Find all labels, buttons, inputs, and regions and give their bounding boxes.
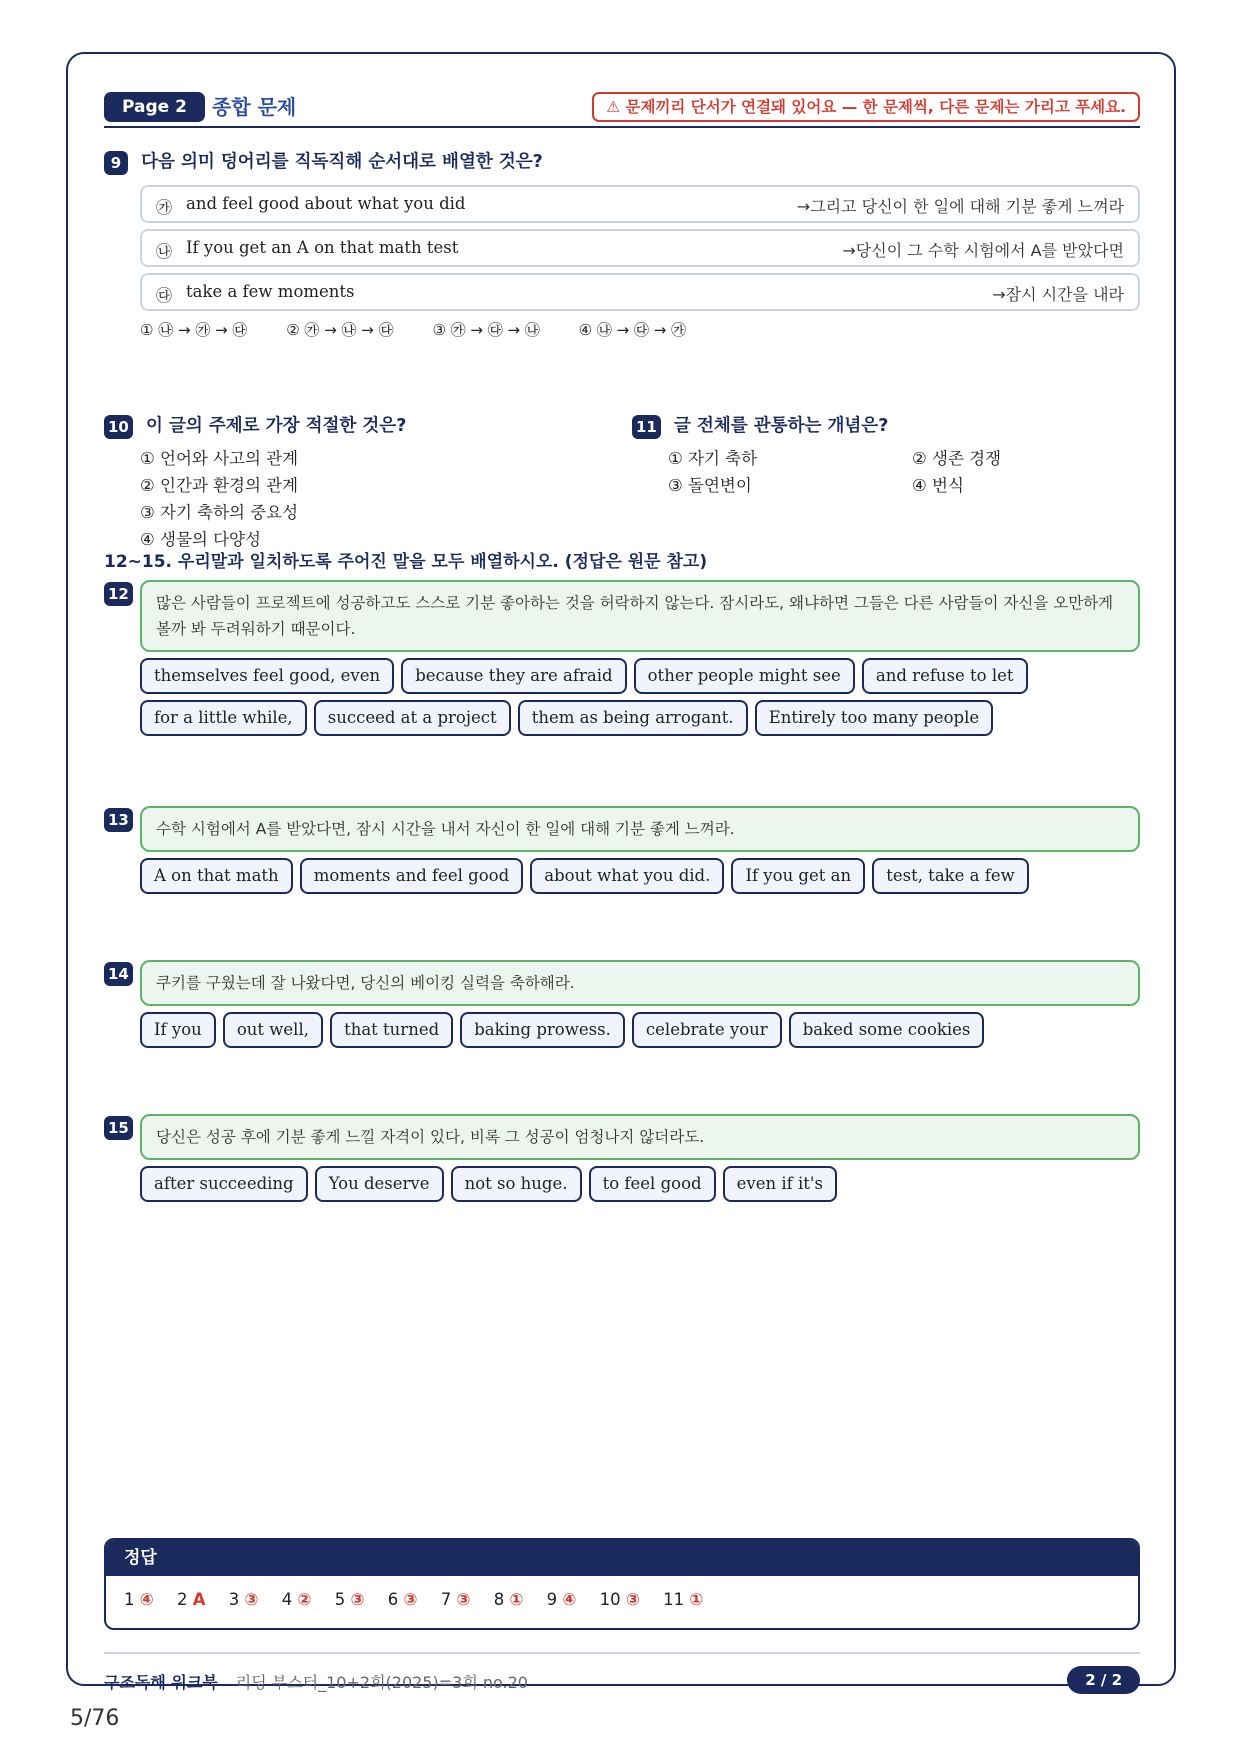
word-tile[interactable]: succeed at a project [314,700,511,736]
answer-options [140,319,1140,340]
answer-item: 5 ③ [334,1590,365,1609]
word-tile[interactable]: You deserve [315,1166,444,1202]
option[interactable]: ③ 자기 축하의 중요성 [140,502,299,522]
page-header [104,92,1140,128]
warning-banner: ⚠ 문제끼리 단서가 연결돼 있어요 — 한 문제씩, 다른 문제는 가리고 푸세요. [592,92,1140,122]
footer-title [104,1670,528,1693]
korean-prompt: 당신은 성공 후에 기분 좋게 느낄 자격이 있다, 비록 그 성공이 엄청나지 않더라도. [140,1114,1140,1160]
word-tile[interactable]: for a little while, [140,700,307,736]
question-number: 10 [104,415,133,439]
chunk-row [140,273,1140,311]
chunk-english: If you get an A on that math test [186,237,459,257]
answer-item: 11 ① [663,1590,704,1609]
word-tile[interactable]: Entirely too many people [755,700,993,736]
word-tile[interactable]: other people might see [634,658,855,694]
chunk-mark: ㉯ [156,241,173,261]
option[interactable]: ① 자기 축하 [668,448,758,468]
question-number: 9 [104,151,128,175]
question-number: 11 [632,415,661,439]
option[interactable]: ② 생존 경쟁 [912,448,1002,468]
word-tile[interactable]: If you [140,1012,216,1048]
word-tile[interactable]: celebrate your [632,1012,782,1048]
document-page-counter: 5/76 [70,1706,120,1731]
word-tile[interactable]: A on that math [140,858,293,894]
question-10 [104,412,604,553]
question-number: 13 [104,808,133,832]
korean-prompt: 쿠키를 구웠는데 잘 나왔다면, 당신의 베이킹 실력을 축하해라. [140,960,1140,1006]
word-tile[interactable]: moments and feel good [300,858,523,894]
korean-prompt: 많은 사람들이 프로젝트에 성공하고도 스스로 기분 좋아하는 것을 허락하지 않는다. 잠시라도, 왜냐하면 그들은 다른 사람들이 자신을 오만하게 볼까 봐 두려워하기 때문이다. [140,580,1140,652]
option[interactable]: ① ㉯ → ㉮ → ㉰ [140,320,248,339]
answer-item: 10 ③ [599,1590,640,1609]
word-tile[interactable]: to feel good [589,1166,716,1202]
word-tile[interactable]: even if it's [723,1166,837,1202]
answer-item: 4 ② [281,1590,312,1609]
chunk-row [140,229,1140,267]
question-title: 글 전체를 관통하는 개념은? [673,416,889,436]
option[interactable]: ① 언어와 사고의 관계 [140,448,299,468]
option[interactable]: ③ 돌연변이 [668,475,752,495]
word-tiles [140,1166,1140,1208]
section-title: 12~15. 우리말과 일치하도록 주어진 말을 모두 배열하시오. (정답은 원문 참고) [104,552,708,572]
question-number: 15 [104,1116,133,1140]
question-11 [632,412,1140,499]
answer-item: 3 ③ [228,1590,259,1609]
question-number: 14 [104,962,133,986]
workbook-title: 구조독해 워크북 [104,1673,218,1692]
answer-item: 2 A [176,1590,206,1609]
page-title: 종합 문제 [212,95,297,119]
question-12 [104,580,1140,742]
word-tiles [140,658,1140,742]
footer-divider [104,1652,1140,1654]
worksheet-content [104,92,1140,1692]
word-tile[interactable]: themselves feel good, even [140,658,394,694]
word-tile[interactable]: and refuse to let [862,658,1028,694]
option[interactable]: ② ㉮ → ㉯ → ㉰ [286,320,394,339]
question-title: 다음 의미 덩어리를 직독직해 순서대로 배열한 것은? [141,152,543,172]
korean-prompt: 수학 시험에서 A를 받았다면, 잠시 시간을 내서 자신이 한 일에 대해 기분 좋게 느껴라. [140,806,1140,852]
question-14 [104,960,1140,1054]
option[interactable]: ③ ㉮ → ㉰ → ㉯ [432,320,540,339]
question-15 [104,1114,1140,1208]
word-tile[interactable]: not so huge. [451,1166,582,1202]
answer-item: 9 ④ [546,1590,577,1609]
workbook-subtitle: 리딩 부스터_10+2회(2025)=3회 no.20 [235,1673,528,1692]
answer-key-row [106,1576,1138,1623]
word-tile[interactable]: baking prowess. [460,1012,625,1048]
word-tile[interactable]: because they are afraid [401,658,626,694]
option[interactable]: ④ ㉯ → ㉰ → ㉮ [578,320,687,339]
option[interactable]: ② 인간과 환경의 관계 [140,475,299,495]
word-tile[interactable]: baked some cookies [789,1012,985,1048]
option[interactable]: ④ 생물의 다양성 [140,529,261,549]
answer-item: 8 ① [493,1590,524,1609]
question-number: 12 [104,582,133,606]
option[interactable]: ④ 번식 [912,475,964,495]
chunk-mark: ㉰ [156,285,173,305]
answer-item: 6 ③ [387,1590,418,1609]
question-title: 이 글의 주제로 가장 적절한 것은? [145,416,407,436]
chunk-mark: ㉮ [156,197,173,217]
answer-options [140,445,604,553]
word-tiles [140,858,1140,900]
chunk-english: and feel good about what you did [186,193,466,213]
word-tile[interactable]: after succeeding [140,1166,308,1202]
answer-key [104,1538,1140,1630]
word-tile[interactable]: test, take a few [872,858,1029,894]
chunk-row [140,185,1140,223]
chunk-korean: →잠시 시간을 내라 [992,284,1124,304]
chunk-korean: →그리고 당신이 한 일에 대해 기분 좋게 느껴라 [796,196,1124,216]
question-13 [104,806,1140,900]
answer-key-heading: 정답 [106,1540,1138,1576]
chunk-korean: →당신이 그 수학 시험에서 A를 받았다면 [842,240,1124,260]
word-tiles [140,1012,1140,1054]
worksheet-page [66,52,1176,1692]
word-tile[interactable]: about what you did. [530,858,724,894]
answer-item: 1 ④ [124,1590,154,1609]
page-badge: Page 2 [104,92,205,122]
chunk-english: take a few moments [186,281,355,301]
answer-item: 7 ③ [440,1590,471,1609]
page-indicator: 2 / 2 [1067,1666,1140,1694]
word-tile[interactable]: them as being arrogant. [518,700,748,736]
word-tile[interactable]: that turned [330,1012,453,1048]
question-9 [104,148,1140,340]
word-tile[interactable]: If you get an [731,858,865,894]
word-tile[interactable]: out well, [223,1012,323,1048]
answer-options [668,445,1140,499]
